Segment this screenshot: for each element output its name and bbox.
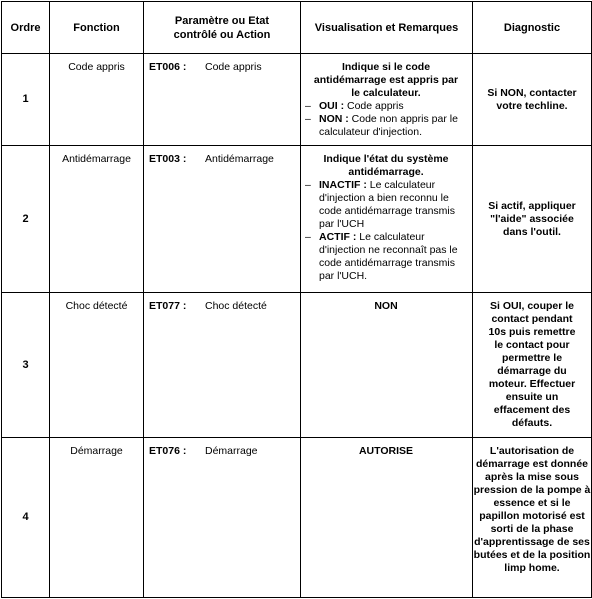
row-ordre: 4: [2, 437, 50, 597]
header-fonction: Fonction: [50, 2, 144, 54]
diagnostic-table: [1, 1, 592, 598]
row-visualisation: [301, 146, 473, 293]
row-parametre: [144, 54, 301, 146]
param-label: Démarrage: [205, 444, 258, 457]
visu-item-key: NON :: [319, 113, 349, 126]
header-visualisation: Visualisation et Remarques: [301, 2, 473, 54]
param-code: ET006 :: [149, 61, 187, 74]
visu-title: AUTORISE: [358, 444, 414, 457]
header-parametre: Paramètre ou Etat contrôlé ou Action: [144, 2, 301, 54]
table-row: [2, 437, 592, 597]
param-label: Choc détecté: [205, 300, 267, 313]
row-ordre: 2: [2, 146, 50, 293]
row-diagnostic: Si NON, contacter votre techline.: [473, 54, 592, 146]
param-label: Code appris: [205, 61, 262, 74]
table-row: [2, 146, 592, 293]
param-code: ET003 :: [149, 153, 187, 166]
visu-item: – NON : Code non appris par le calculateur d'injection.: [305, 113, 458, 139]
visu-title: Indique si le code antidémarrage est appris par le calculateur.: [313, 61, 459, 100]
row-fonction: Choc détecté: [50, 293, 144, 437]
visu-item-text: Le calculateur d'injection a bien reconnu le code antidémarrage transmis par l'UCH: [319, 179, 455, 231]
param-label: Antidémarrage: [205, 153, 274, 166]
row-visualisation: [301, 437, 473, 597]
row-fonction: Démarrage: [50, 437, 144, 597]
visu-item: – OUI : Code appris: [305, 100, 404, 113]
visu-item-key: INACTIF :: [319, 179, 367, 192]
row-parametre: [144, 437, 301, 597]
visu-title: NON: [374, 300, 398, 313]
visu-item: – INACTIF : Le calculateur d'injection a bien reconnu le code antidémarrage transmis par l'UCH: [305, 179, 455, 231]
row-diagnostic: L'autorisation de démarrage est donnée après la mise sous pression de la pompe à essence et si le papillon motorisé est sorti de la phase d'apprentissage de ses butées et de la position limp home.: [473, 437, 592, 597]
table-row: [2, 54, 592, 146]
param-code: ET076 :: [149, 444, 187, 457]
visu-item-key: OUI :: [319, 100, 345, 113]
visu-item-key: ACTIF :: [319, 231, 357, 244]
visu-item: – ACTIF : Le calculateur d'injection ne reconnaît pas le code antidémarrage transmis par l'UCH.: [305, 231, 458, 283]
row-visualisation: [301, 293, 473, 437]
row-ordre: 1: [2, 54, 50, 146]
row-fonction: Antidémarrage: [50, 146, 144, 293]
row-ordre: 3: [2, 293, 50, 437]
header-ordre: Ordre: [2, 2, 50, 54]
row-visualisation: [301, 54, 473, 146]
visu-item-text: Code non appris par le calculateur d'injection.: [319, 113, 458, 139]
row-parametre: [144, 146, 301, 293]
header-diagnostic: Diagnostic: [473, 2, 592, 54]
table-row: [2, 293, 592, 437]
row-parametre: [144, 293, 301, 437]
visu-item-text: Code appris: [344, 100, 404, 113]
param-code: ET077 :: [149, 300, 187, 313]
table-header-row: [2, 2, 592, 54]
row-diagnostic: Si actif, appliquer "l'aide" associée dans l'outil.: [473, 146, 592, 293]
row-diagnostic: Si OUI, couper le contact pendant 10s puis remettre le contact pour permettre le démarrage du moteur. Effectuer ensuite un effacement des défauts.: [473, 293, 592, 437]
row-fonction: Code appris: [50, 54, 144, 146]
visu-item-text: Le calculateur d'injection ne reconnaît pas le code antidémarrage transmis par l'UCH.: [319, 231, 458, 283]
visu-title: Indique l'état du système antidémarrage.: [323, 153, 449, 179]
